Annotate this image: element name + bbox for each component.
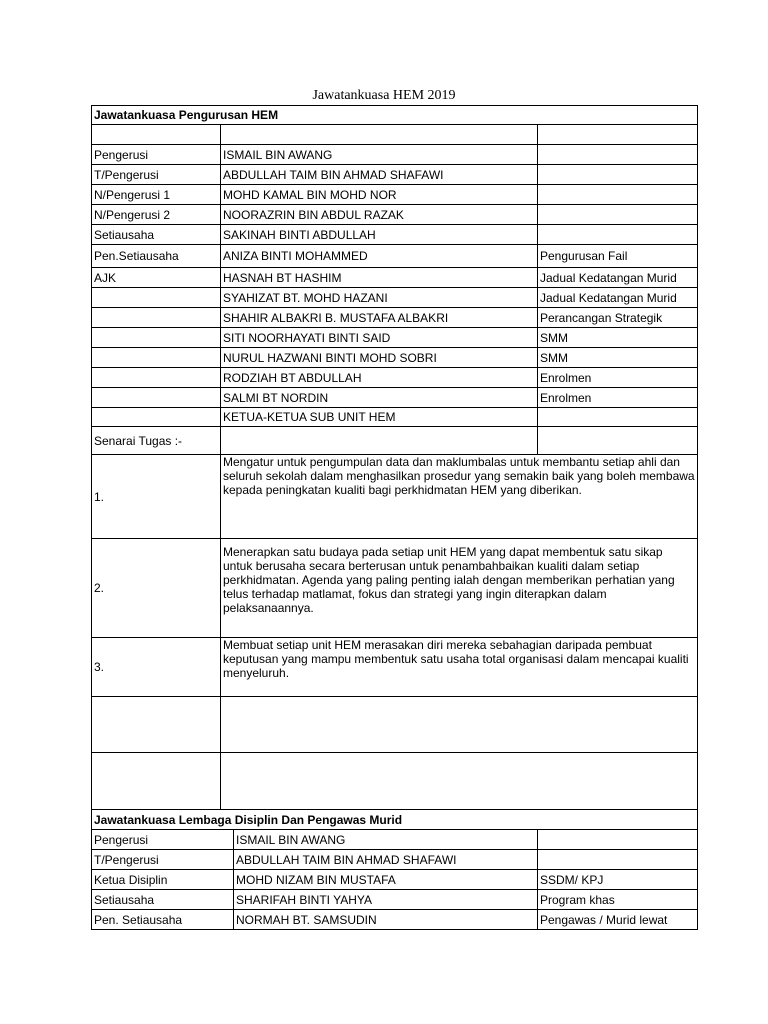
empty-task-row — [92, 697, 698, 753]
task-row — [92, 455, 698, 539]
name-cell: ISMAIL BIN AWANG — [221, 145, 538, 165]
role-cell — [92, 288, 221, 308]
name-cell: MOHD KAMAL BIN MOHD NOR — [221, 185, 538, 205]
role-cell: T/Pengerusi — [92, 850, 234, 870]
document-title: Jawatankuasa HEM 2019 — [312, 88, 456, 103]
table-row — [92, 165, 698, 185]
role-cell: Pen. Setiausaha — [92, 910, 234, 930]
role-cell — [92, 328, 221, 348]
task-number: 3. — [92, 638, 221, 697]
table-row — [92, 205, 698, 225]
role-cell — [92, 308, 221, 328]
name-cell: ANIZA BINTI MOHAMMED — [221, 245, 538, 268]
task-number: 1. — [92, 455, 221, 539]
name-cell: ABDULLAH TAIM BIN AHMAD SHAFAWI — [234, 850, 538, 870]
task-cell: Pengawas / Murid lewat — [538, 910, 698, 930]
role-cell: N/Pengerusi 1 — [92, 185, 221, 205]
task-number: 2. — [92, 539, 221, 638]
name-cell: MOHD NIZAM BIN MUSTAFA — [234, 870, 538, 890]
task-cell: SSDM/ KPJ — [538, 870, 698, 890]
role-cell — [92, 348, 221, 368]
task-cell: Jadual Kedatangan Murid — [538, 288, 698, 308]
task-cell — [538, 205, 698, 225]
task-cell — [538, 145, 698, 165]
empty-task-row — [92, 753, 698, 810]
section-heading: Jawatankuasa Pengurusan HEM — [92, 106, 698, 125]
name-cell: NOORAZRIN BIN ABDUL RAZAK — [221, 205, 538, 225]
name-cell: HASNAH BT HASHIM — [221, 268, 538, 288]
table-row — [92, 288, 698, 308]
table-row — [92, 388, 698, 408]
role-cell: T/Pengerusi — [92, 165, 221, 185]
section-heading: Jawatankuasa Lembaga Disiplin Dan Pengawas Murid — [92, 810, 698, 830]
name-cell: SHAHIR ALBAKRI B. MUSTAFA ALBAKRI — [221, 308, 538, 328]
task-cell: Enrolmen — [538, 388, 698, 408]
role-cell — [92, 408, 221, 427]
tasks-label: Senarai Tugas :- — [92, 427, 221, 455]
task-description: Membuat setiap unit HEM merasakan diri mereka sebahagian daripada pembuat keputusan yang mampu membentuk satu usaha total organisasi dalam mencapai kualiti menyeluruh. — [221, 638, 698, 697]
empty-row — [92, 125, 698, 145]
task-description: Mengatur untuk pengumpulan data dan maklumbalas untuk membantu setiap ahli dan seluruh sekolah dalam menghasilkan prosedur yang semakin baik yang boleh membawa kepada peningkatan kualiti bagi perkhidmatan HEM yang diberikan. — [221, 455, 698, 539]
name-cell: ISMAIL BIN AWANG — [234, 830, 538, 850]
role-cell: Pen.Setiausaha — [92, 245, 221, 268]
section-heading-row — [92, 106, 698, 125]
name-cell: SALMI BT NORDIN — [221, 388, 538, 408]
name-cell: SYAHIZAT BT. MOHD HAZANI — [221, 288, 538, 308]
task-cell — [538, 165, 698, 185]
table-row — [92, 145, 698, 165]
section-heading-row — [92, 810, 698, 830]
task-cell: SMM — [538, 348, 698, 368]
task-row — [92, 539, 698, 638]
task-description: Menerapkan satu budaya pada setiap unit HEM yang dapat membentuk satu sikap untuk berusaha secara berterusan untuk penambahbaikan kualiti dalam setiap perkhidmatan. Agenda yang paling penting ialah dengan memberikan perhatian yang telus terhadap matlamat, fokus dan strategi yang ingin diterapkan dalam pelaksanaannya. — [221, 539, 698, 638]
role-cell: Pengerusi — [92, 830, 234, 850]
role-cell: Ketua Disiplin — [92, 870, 234, 890]
role-cell: Setiausaha — [92, 225, 221, 245]
table-row — [92, 225, 698, 245]
task-row — [92, 638, 698, 697]
committee-table-disiplin — [91, 809, 698, 930]
task-cell: Perancangan Strategik — [538, 308, 698, 328]
task-cell — [538, 185, 698, 205]
task-cell — [538, 850, 698, 870]
task-cell: Jadual Kedatangan Murid — [538, 268, 698, 288]
name-cell: SHARIFAH BINTI YAHYA — [234, 890, 538, 910]
table-row — [92, 910, 698, 930]
table-row — [92, 830, 698, 850]
role-cell — [92, 368, 221, 388]
name-cell: RODZIAH BT ABDULLAH — [221, 368, 538, 388]
table-row — [92, 328, 698, 348]
task-cell: Program khas — [538, 890, 698, 910]
table-row — [92, 870, 698, 890]
table-row — [92, 308, 698, 328]
table-row — [92, 245, 698, 268]
task-cell — [538, 225, 698, 245]
table-row — [92, 185, 698, 205]
task-cell: Enrolmen — [538, 368, 698, 388]
role-cell: AJK — [92, 268, 221, 288]
role-cell: Pengerusi — [92, 145, 221, 165]
committee-table-hem — [91, 105, 698, 810]
name-cell: ABDULLAH TAIM BIN AHMAD SHAFAWI — [221, 165, 538, 185]
table-row — [92, 368, 698, 388]
table-row — [92, 850, 698, 870]
role-cell — [92, 388, 221, 408]
name-cell: NORMAH BT. SAMSUDIN — [234, 910, 538, 930]
task-cell — [538, 408, 698, 427]
name-cell: SAKINAH BINTI ABDULLAH — [221, 225, 538, 245]
tasks-label-row — [92, 427, 698, 455]
role-cell: Setiausaha — [92, 890, 234, 910]
role-cell: N/Pengerusi 2 — [92, 205, 221, 225]
task-cell: Pengurusan Fail — [538, 245, 698, 268]
name-cell: NURUL HAZWANI BINTI MOHD SOBRI — [221, 348, 538, 368]
table-row — [92, 348, 698, 368]
name-cell: KETUA-KETUA SUB UNIT HEM — [221, 408, 538, 427]
task-cell: SMM — [538, 328, 698, 348]
table-row — [92, 890, 698, 910]
task-cell — [538, 830, 698, 850]
name-cell: SITI NOORHAYATI BINTI SAID — [221, 328, 538, 348]
table-row — [92, 408, 698, 427]
table-row — [92, 268, 698, 288]
